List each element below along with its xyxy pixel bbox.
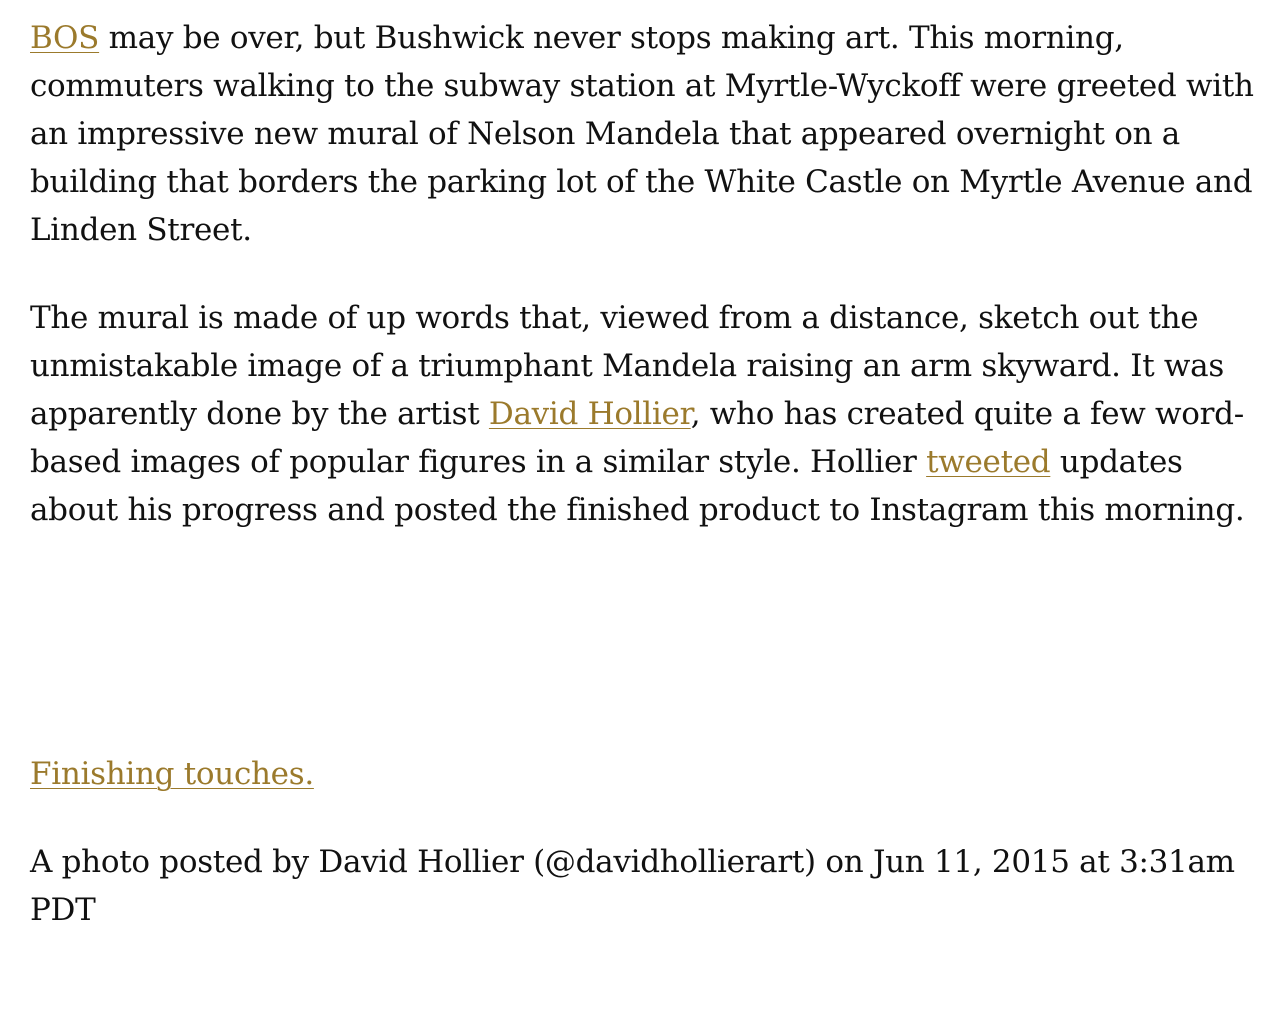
mural-text-middle: , who has created quite a few word-based images of popular figures in a similar style. Hollier [30, 396, 1244, 480]
article-paragraph-intro [30, 14, 1266, 254]
mural-text-start: The mural is made of up words that, viewed from a distance, sketch out the unmistakable image of a triumphant Mandela raising an arm skyward. It was apparently done by the artist [30, 300, 1224, 432]
article-body [30, 14, 1266, 934]
instagram-embed-placeholder [30, 534, 1266, 750]
article-paragraph-mural [30, 294, 1266, 534]
instagram-attribution: A photo posted by David Hollier (@davidhollierart) on Jun 11, 2015 at 3:31am PDT [30, 844, 1235, 928]
tweeted-link[interactable]: tweeted [926, 444, 1051, 480]
instagram-caption [30, 750, 1266, 798]
bos-link[interactable]: BOS [30, 20, 100, 56]
artist-link[interactable]: David Hollier [488, 396, 691, 432]
finishing-touches-link[interactable]: Finishing touches. [30, 756, 314, 792]
intro-text: may be over, but Bushwick never stops making art. This morning, commuters walking to the subway station at Myrtle-Wyckoff were greeted with an impressive new mural of Nelson Mandela that appeared overnight on a building that borders the parking lot of the White Castle on Myrtle Avenue and Linden Street. [30, 20, 1254, 248]
mural-text-end: updates about his progress and posted the finished product to Instagram this morning. [30, 444, 1245, 528]
